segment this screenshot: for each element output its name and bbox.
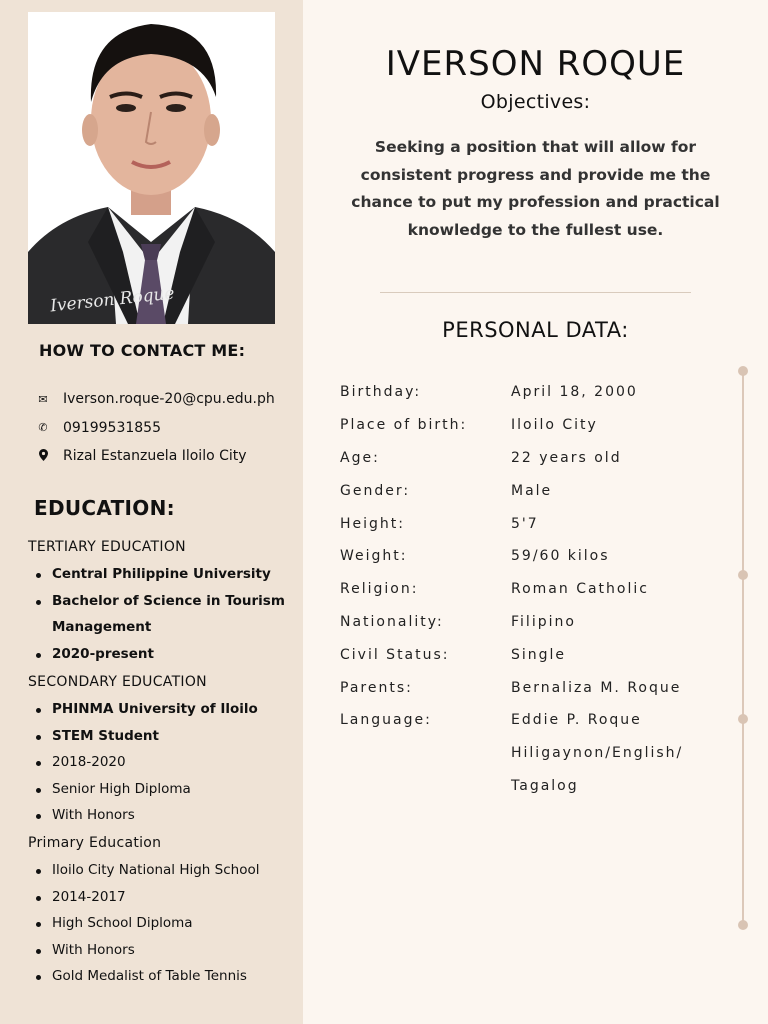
personal-data-value: April 18, 2000 [511,384,638,401]
table-row [340,540,683,573]
list-item: Bachelor of Science in Tourism Management [28,588,298,641]
table-row [340,474,683,507]
table-row [340,770,683,803]
personal-data-label: Weight: [340,548,408,565]
personal-data-label: Nationality: [340,613,444,630]
personal-data-value: 59/60 kilos [511,548,610,565]
timeline-dot [738,920,748,930]
email-icon: ✉ [38,392,48,406]
photo-signature: Iverson Roque [49,283,176,317]
personal-data-value: Filipino [511,613,576,630]
contact-phone[interactable] [36,414,275,443]
personal-data-label: Height: [340,515,405,532]
location-pin-icon [36,449,50,464]
personal-data-value: Bernaliza M. Roque [511,679,682,696]
personal-data-table [340,376,683,802]
personal-data-value: Iloilo City [511,417,598,434]
table-row [340,671,683,704]
personal-data-label: Religion: [340,581,419,598]
timeline-dot [738,714,748,724]
table-row [340,409,683,442]
table-row [340,376,683,409]
table-row [340,442,683,475]
list-item: STEM Student [28,723,258,750]
list-item: PHINMA University of Iloilo [28,696,258,723]
table-row [340,573,683,606]
personal-data-value: Tagalog [511,777,579,794]
table-row [340,737,683,770]
table-row [340,704,683,737]
timeline-dot [738,570,748,580]
table-row [340,507,683,540]
page-title: IVERSON ROQUE [385,44,686,84]
list-item: Senior High Diploma [28,776,258,803]
personal-data-label: Parents: [340,679,413,696]
list-item: Central Philippine University [28,561,298,588]
personal-data-value: 5'7 [511,515,539,532]
personal-data-label: Gender: [340,482,411,499]
personal-data-heading: PERSONAL DATA: [442,318,629,342]
contact-list [36,385,275,471]
education-heading: EDUCATION: [34,496,175,520]
table-row [340,638,683,671]
list-item: Gold Medalist of Table Tennis [28,963,259,990]
primary-education [28,830,259,990]
personal-data-label: Language: [340,712,432,729]
list-item: High School Diploma [28,910,259,937]
divider [380,292,691,293]
personal-data-label: Age: [340,449,380,466]
objectives-heading: Objectives: [480,91,591,113]
contact-email[interactable] [36,385,275,414]
list-item: 2014-2017 [28,884,259,911]
contact-address [36,442,275,471]
profile-photo [28,12,275,324]
objectives-text: Seeking a position that will allow for consistent progress and provide me the chance to put my profession and practical knowledge to the fullest use. [351,138,720,239]
personal-data-value: Single [511,646,567,663]
tertiary-heading: TERTIARY EDUCATION [28,539,186,555]
personal-data-label: Civil Status: [340,646,450,663]
list-item: 2018-2020 [28,749,258,776]
personal-data-value: 22 years old [511,449,622,466]
list-item: With Honors [28,802,258,829]
contact-address-text: Rizal Estanzuela Iloilo City [63,448,247,465]
timeline-line [742,371,744,925]
personal-data-label: Birthday: [340,384,422,401]
personal-data-value: Hiligaynon/English/ [511,745,684,762]
secondary-education [28,669,258,829]
contact-heading: HOW TO CONTACT ME: [39,341,246,360]
list-item: Iloilo City National High School [28,857,259,884]
phone-icon: ✆ [38,421,48,435]
personal-data-value: Roman Catholic [511,581,649,598]
personal-data-value: Male [511,482,553,499]
personal-data-label: Place of birth: [340,417,468,434]
primary-heading: Primary Education [28,835,162,851]
secondary-heading: SECONDARY EDUCATION [28,674,207,690]
contact-phone-text: 09199531855 [63,419,161,436]
tertiary-education [28,534,298,667]
table-row [340,606,683,639]
timeline-dot [738,366,748,376]
personal-data-value: Eddie P. Roque [511,712,642,729]
list-item: With Honors [28,937,259,964]
list-item: 2020-present [28,641,298,668]
contact-email-text: Iverson.roque-20@cpu.edu.ph [63,391,275,408]
